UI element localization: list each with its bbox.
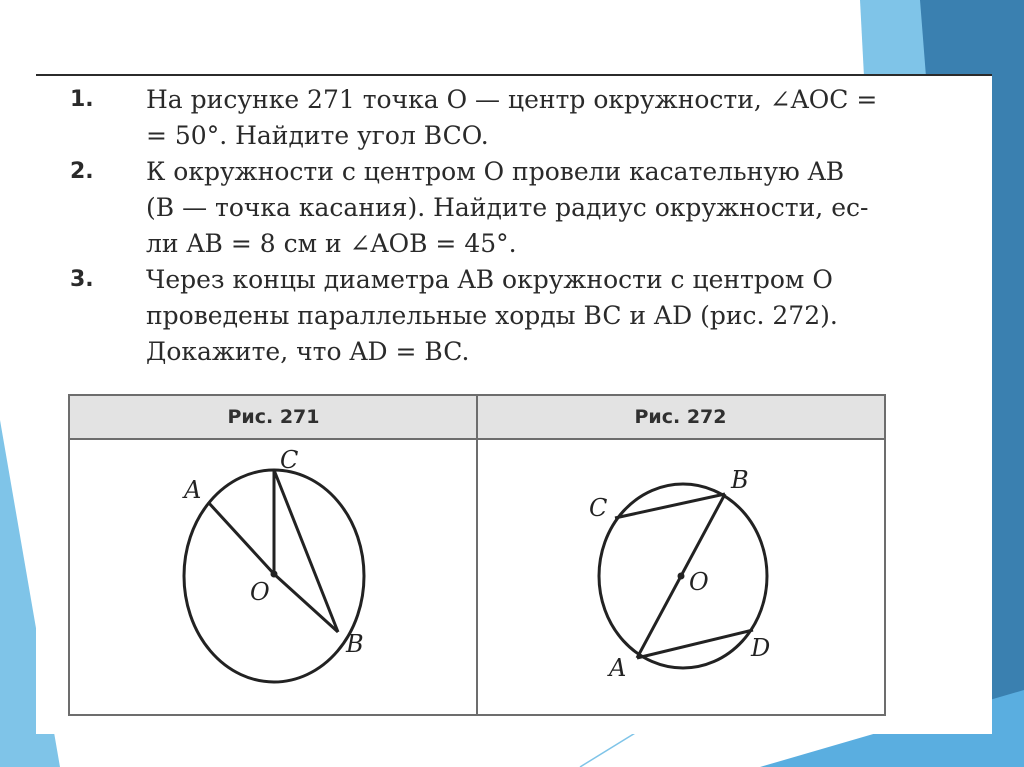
figure-272 [477, 440, 884, 714]
label-d: D [751, 634, 771, 662]
textbook-page [36, 74, 992, 734]
problem-2 [70, 154, 910, 262]
problem-number: 3. [70, 267, 94, 292]
label-b: B [731, 466, 749, 494]
label-b: B [346, 630, 364, 658]
figure-272-caption: Рис. 272 [477, 396, 884, 440]
label-o: O [689, 568, 709, 596]
label-c: C [589, 494, 608, 522]
figures-table [68, 394, 886, 716]
figure-271-caption: Рис. 271 [70, 396, 477, 440]
figure-271 [70, 440, 477, 714]
decor-line [580, 730, 640, 767]
chord-bc [615, 494, 725, 518]
label-a: A [609, 654, 627, 682]
problem-text: К окружности с центром O провели касательную AB (B — точка касания). Найдите радиус окружности, ес- ли AB = 8 см и ∠AOB = 45°. [146, 157, 869, 258]
segment-cb [274, 470, 338, 632]
segment-ao [208, 502, 274, 574]
problem-text: На рисунке 271 точка O — центр окружности, ∠AOC = = 50°. Найдите угол BCO. [146, 85, 878, 150]
segment-ob [274, 574, 338, 632]
problem-3 [70, 262, 910, 370]
problem-text: Через концы диаметра AB окружности с центром O проведены параллельные хорды BC и AD (рис. 272). Докажите, что AD = BC. [146, 265, 838, 366]
problem-1 [70, 82, 910, 154]
chord-ad [637, 630, 753, 658]
center-point [678, 573, 685, 580]
label-c: C [280, 446, 299, 474]
label-o: O [250, 578, 270, 606]
problem-number: 2. [70, 159, 94, 184]
problem-number: 1. [70, 87, 94, 112]
label-a: A [184, 476, 202, 504]
center-point [271, 571, 278, 578]
